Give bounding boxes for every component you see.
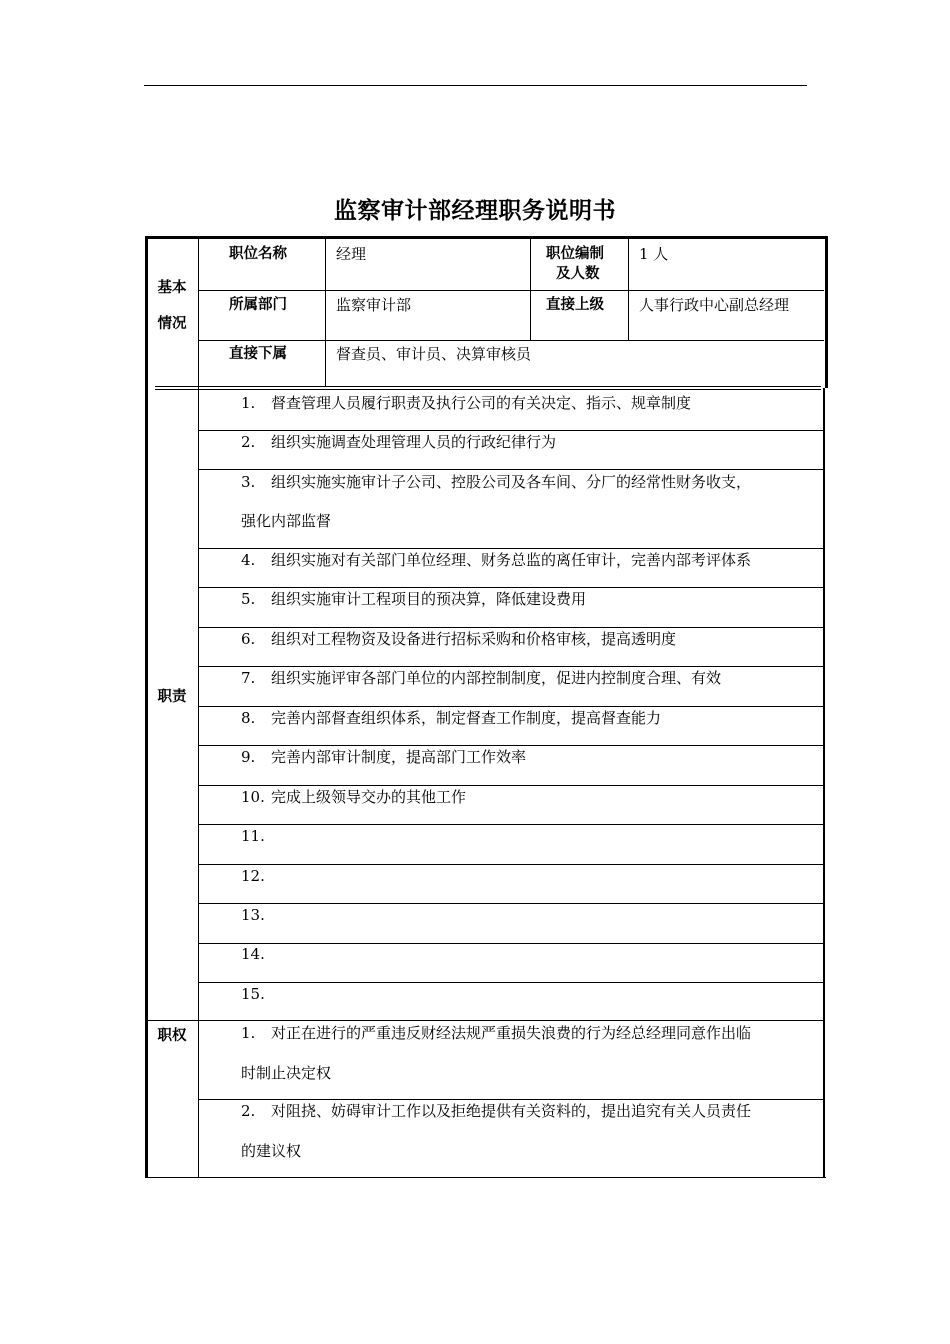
duty-item — [241, 579, 821, 619]
duty-item — [241, 934, 821, 974]
duty-item — [241, 777, 821, 817]
duty-number: 12. — [241, 867, 265, 885]
duty-text: 完成上级领导交办的其他工作 — [271, 788, 467, 806]
position-name-value: 经理 — [336, 245, 367, 263]
duty-text: 督查管理人员履行职责及执行公司的有关决定、指示、规章制度 — [271, 394, 692, 412]
table-bottom-line — [148, 1177, 826, 1178]
authority-number: 2. — [241, 1102, 256, 1120]
authority-item — [241, 1091, 821, 1131]
authority-item — [241, 1013, 821, 1053]
duty-text: 组织实施对有关部门单位经理、财务总监的离任审计，完善内部考评体系 — [271, 551, 752, 569]
duty-item — [241, 737, 821, 777]
headcount-value: 1 人 — [639, 245, 669, 263]
duties-section-label: 职责 — [157, 689, 187, 705]
duty-item — [241, 462, 821, 502]
authority-text: 对正在进行的严重违反财经法规严重损失浪费的行为经总经理同意作出临 — [271, 1024, 752, 1042]
authority-item-continuation: 时制止决定权 — [241, 1064, 332, 1082]
headcount-label-line1: 职位编制 — [546, 246, 604, 262]
duty-number: 6. — [241, 630, 256, 648]
superior-value: 人事行政中心副总经理 — [639, 296, 790, 314]
duty-number: 11. — [241, 827, 265, 845]
label-column-divider — [198, 239, 199, 1178]
duty-item — [241, 974, 821, 1014]
document-title: 监察审计部经理职务说明书 — [334, 198, 616, 224]
duty-item — [241, 422, 821, 462]
duty-text: 组织实施调查处理管理人员的行政纪律行为 — [271, 433, 557, 451]
duty-text: 完善内部审计制度，提高部门工作效率 — [271, 748, 527, 766]
duty-number: 8. — [241, 709, 256, 727]
duty-item-continuation: 强化内部监督 — [241, 512, 332, 530]
header-rule — [144, 85, 807, 86]
duty-number: 1. — [241, 394, 256, 412]
duty-item — [241, 540, 821, 580]
duty-number: 10. — [241, 788, 265, 806]
basic-section-label-line1: 基本 — [157, 280, 187, 296]
authority-item-continuation: 的建议权 — [241, 1142, 302, 1160]
basic-col-divider-1 — [325, 239, 326, 386]
duty-text: 组织实施实施审计子公司、控股公司及各车间、分厂的经常性财务收支， — [271, 473, 752, 491]
authority-section-label: 职权 — [157, 1028, 187, 1044]
duty-number: 15. — [241, 985, 265, 1003]
duty-text: 组织实施审计工程项目的预决算，降低建设费用 — [271, 590, 587, 608]
table-right-border-top — [825, 236, 828, 388]
duty-number: 7. — [241, 669, 256, 687]
basic-section-label-line2: 情况 — [157, 316, 187, 332]
duty-item — [241, 658, 821, 698]
duty-item — [241, 856, 821, 896]
duty-number: 14. — [241, 945, 265, 963]
basic-row-line-2 — [198, 340, 824, 341]
duty-number: 2. — [241, 433, 256, 451]
duty-item — [241, 383, 821, 423]
basic-row-line-1 — [198, 290, 824, 291]
superior-label: 直接上级 — [546, 297, 604, 313]
duty-number: 9. — [241, 748, 256, 766]
table-top-border — [145, 236, 828, 239]
duty-item — [241, 816, 821, 856]
duty-number: 5. — [241, 590, 256, 608]
duty-text: 组织实施评审各部门单位的内部控制制度，促进内控制度合理、有效 — [271, 669, 722, 687]
duty-text: 完善内部督查组织体系，制定督查工作制度，提高督查能力 — [271, 709, 662, 727]
duty-text: 组织对工程物资及设备进行招标采购和价格审核，提高透明度 — [271, 630, 677, 648]
headcount-label-line2: 及人数 — [556, 266, 600, 282]
duty-number: 4. — [241, 551, 256, 569]
subordinate-value: 督查员、审计员、决算审核员 — [336, 345, 532, 363]
duty-number: 13. — [241, 906, 265, 924]
table-right-border — [823, 388, 825, 1178]
subordinate-label: 直接下属 — [229, 346, 287, 362]
authority-number: 1. — [241, 1024, 256, 1042]
duty-number: 3. — [241, 473, 256, 491]
duty-item — [241, 619, 821, 659]
duty-item — [241, 895, 821, 935]
authority-text: 对阻挠、妨碍审计工作以及拒绝提供有关资料的，提出追究有关人员责任 — [271, 1102, 752, 1120]
department-label: 所属部门 — [229, 297, 287, 313]
position-name-label: 职位名称 — [229, 246, 287, 262]
duty-item — [241, 698, 821, 738]
department-value: 监察审计部 — [336, 296, 412, 314]
